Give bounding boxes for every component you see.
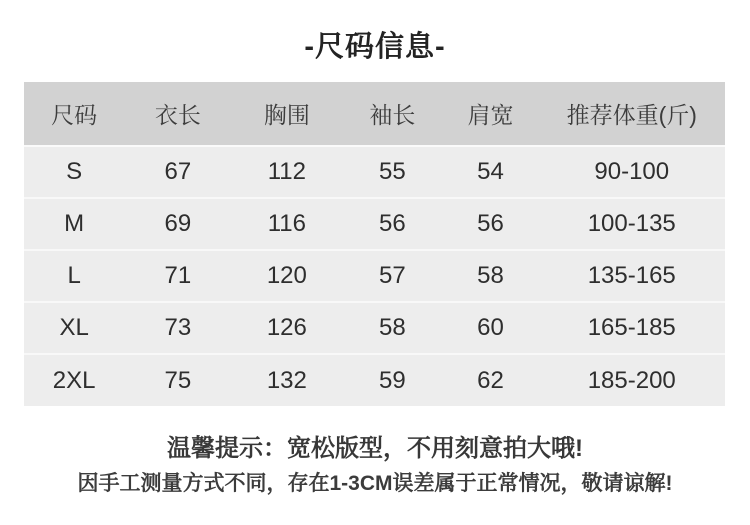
value-cell: 58 <box>442 250 538 302</box>
column-header: 胸围 <box>231 82 342 146</box>
size-cell: S <box>24 146 124 198</box>
column-header: 推荐体重(斤) <box>539 82 726 146</box>
column-header: 袖长 <box>342 82 442 146</box>
size-table-head-row <box>24 82 725 146</box>
value-cell: 75 <box>124 354 231 406</box>
value-cell: 90-100 <box>539 146 726 198</box>
size-cell: M <box>24 198 124 250</box>
value-cell: 58 <box>342 302 442 354</box>
value-cell: 57 <box>342 250 442 302</box>
value-cell: 120 <box>231 250 342 302</box>
size-table-header <box>24 82 725 146</box>
note-loose-fit: 温馨提示：宽松版型，不用刻意拍大哦! <box>167 435 583 462</box>
column-header: 衣长 <box>124 82 231 146</box>
column-header: 肩宽 <box>442 82 538 146</box>
value-cell: 56 <box>442 198 538 250</box>
value-cell: 73 <box>124 302 231 354</box>
value-cell: 100-135 <box>539 198 726 250</box>
value-cell: 55 <box>342 146 442 198</box>
value-cell: 62 <box>442 354 538 406</box>
size-cell: XL <box>24 302 124 354</box>
value-cell: 116 <box>231 198 342 250</box>
table-row <box>24 250 725 302</box>
note-measurement-tolerance: 因手工测量方式不同，存在1-3CM误差属于正常情况，敬请谅解! <box>77 472 673 495</box>
size-cell: 2XL <box>24 354 124 406</box>
value-cell: 132 <box>231 354 342 406</box>
table-row <box>24 302 725 354</box>
size-table <box>24 82 725 406</box>
value-cell: 135-165 <box>539 250 726 302</box>
table-row <box>24 354 725 406</box>
table-row <box>24 146 725 198</box>
value-cell: 112 <box>231 146 342 198</box>
value-cell: 165-185 <box>539 302 726 354</box>
value-cell: 54 <box>442 146 538 198</box>
value-cell: 60 <box>442 302 538 354</box>
value-cell: 185-200 <box>539 354 726 406</box>
page-title: -尺码信息- <box>304 31 446 63</box>
value-cell: 56 <box>342 198 442 250</box>
value-cell: 67 <box>124 146 231 198</box>
value-cell: 71 <box>124 250 231 302</box>
size-cell: L <box>24 250 124 302</box>
column-header: 尺码 <box>24 82 124 146</box>
value-cell: 59 <box>342 354 442 406</box>
table-row <box>24 198 725 250</box>
size-table-body <box>24 146 725 406</box>
value-cell: 126 <box>231 302 342 354</box>
value-cell: 69 <box>124 198 231 250</box>
